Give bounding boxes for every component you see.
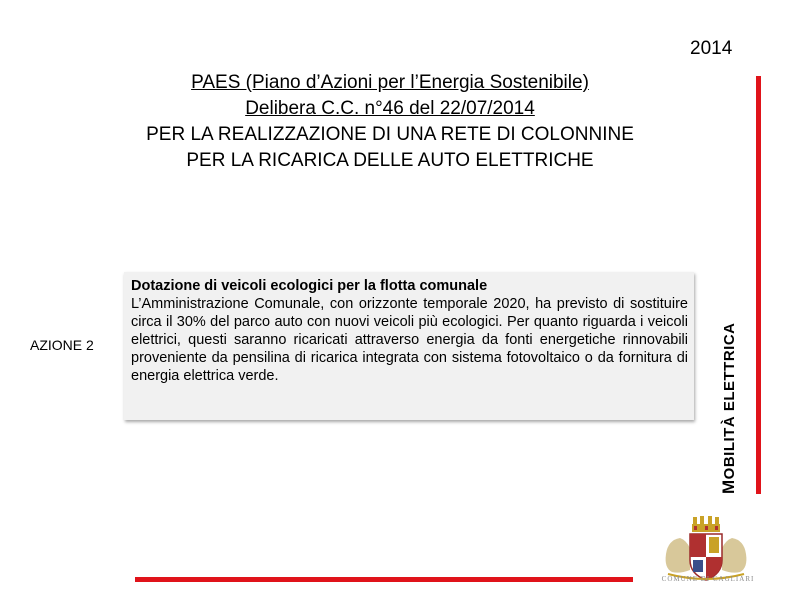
red-horizontal-bar: [135, 577, 633, 582]
action-card: [124, 272, 694, 420]
title-line-paes: PAES (Piano d’Azioni per l’Energia Sostenibile): [191, 72, 589, 93]
title-line-delibera: Delibera C.C. n°46 del 22/07/2014: [245, 98, 535, 119]
city-name-label: COMUNE DI CAGLIARI: [661, 575, 755, 583]
title-line-ricarica: PER LA RICARICA DELLE AUTO ELETTRICHE: [186, 150, 594, 171]
year-label: 2014: [690, 38, 733, 59]
action-card-title: Dotazione di veicoli ecologici per la flotta comunale: [131, 278, 488, 294]
red-vertical-bar: [756, 76, 761, 494]
title-line-realizzazione: PER LA REALIZZAZIONE DI UNA RETE DI COLONNINE: [146, 124, 634, 145]
action-card-body: L’Amministrazione Comunale, con orizzonte temporale 2020, ha previsto di sostituire circa il 30% del parco auto con nuovi veicoli più ecologici. Per quanto riguarda i veicoli elettrici, questi saranno ricaricati attraverso energia da fonti energetiche rinnovabili proveniente da pensilina di ricarica integrata con sistema fotovoltaico o da fornitura di energia elettrica verde.: [131, 296, 688, 384]
side-label-rest: OBILITÀ ELETTRICA: [721, 322, 738, 480]
city-crest-logo: [660, 514, 752, 584]
action-label: AZIONE 2: [30, 337, 94, 353]
page-title: [20, 70, 760, 174]
side-label-initial: M: [719, 479, 738, 494]
side-section-label: [720, 234, 739, 494]
